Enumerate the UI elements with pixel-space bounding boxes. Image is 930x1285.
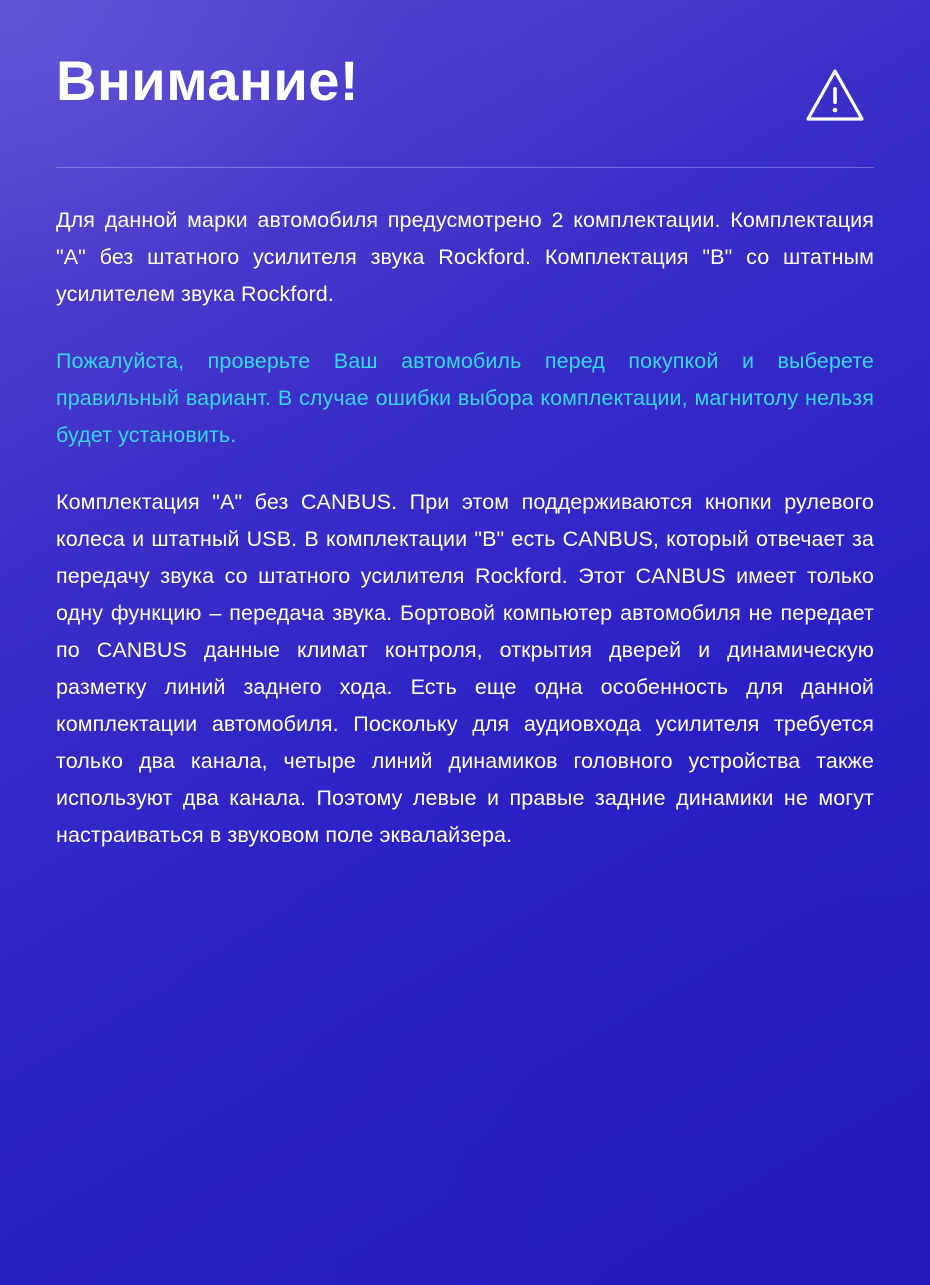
paragraph-intro: Для данной марки автомобиля предусмотрено 2 комплектации. Комплектация "A" без штатного усилителя звука Rockford. Комплектация "B" со штатным усилителем звука Rockford.	[56, 208, 874, 306]
warning-triangle-icon	[804, 66, 866, 129]
poster-body	[56, 168, 874, 854]
page-title: Внимание!	[56, 49, 360, 112]
poster-header	[56, 0, 874, 129]
paragraph-warning: Пожалуйста, проверьте Ваш автомобиль перед покупкой и выберете правильный вариант. В случае ошибки выбора комплектации, магнитолу нельзя будет установить.	[56, 348, 874, 447]
paragraph-details: Комплектация "A" без CANBUS. При этом поддерживаются кнопки рулевого колеса и штатный USB. В комплектации "B" есть CANBUS, который отвечает за передачу звука со штатного усилителя Rockford. Этот CANBUS имеет только одну функцию – передача звука. Бортовой компьютер автомобиля не передает по CANBUS данные климат контроля, открытия дверей и динамическую разметку линий заднего хода. Есть еще одна особенность для данной комплектации автомобиля. Поскольку для аудиовхода усилителя требуется только два канала, четыре линий динамиков головного устройства также используют два канала. Поэтому левые и правые задние динамики не могут настраиваться в звуковом поле эквалайзера.	[56, 489, 874, 847]
